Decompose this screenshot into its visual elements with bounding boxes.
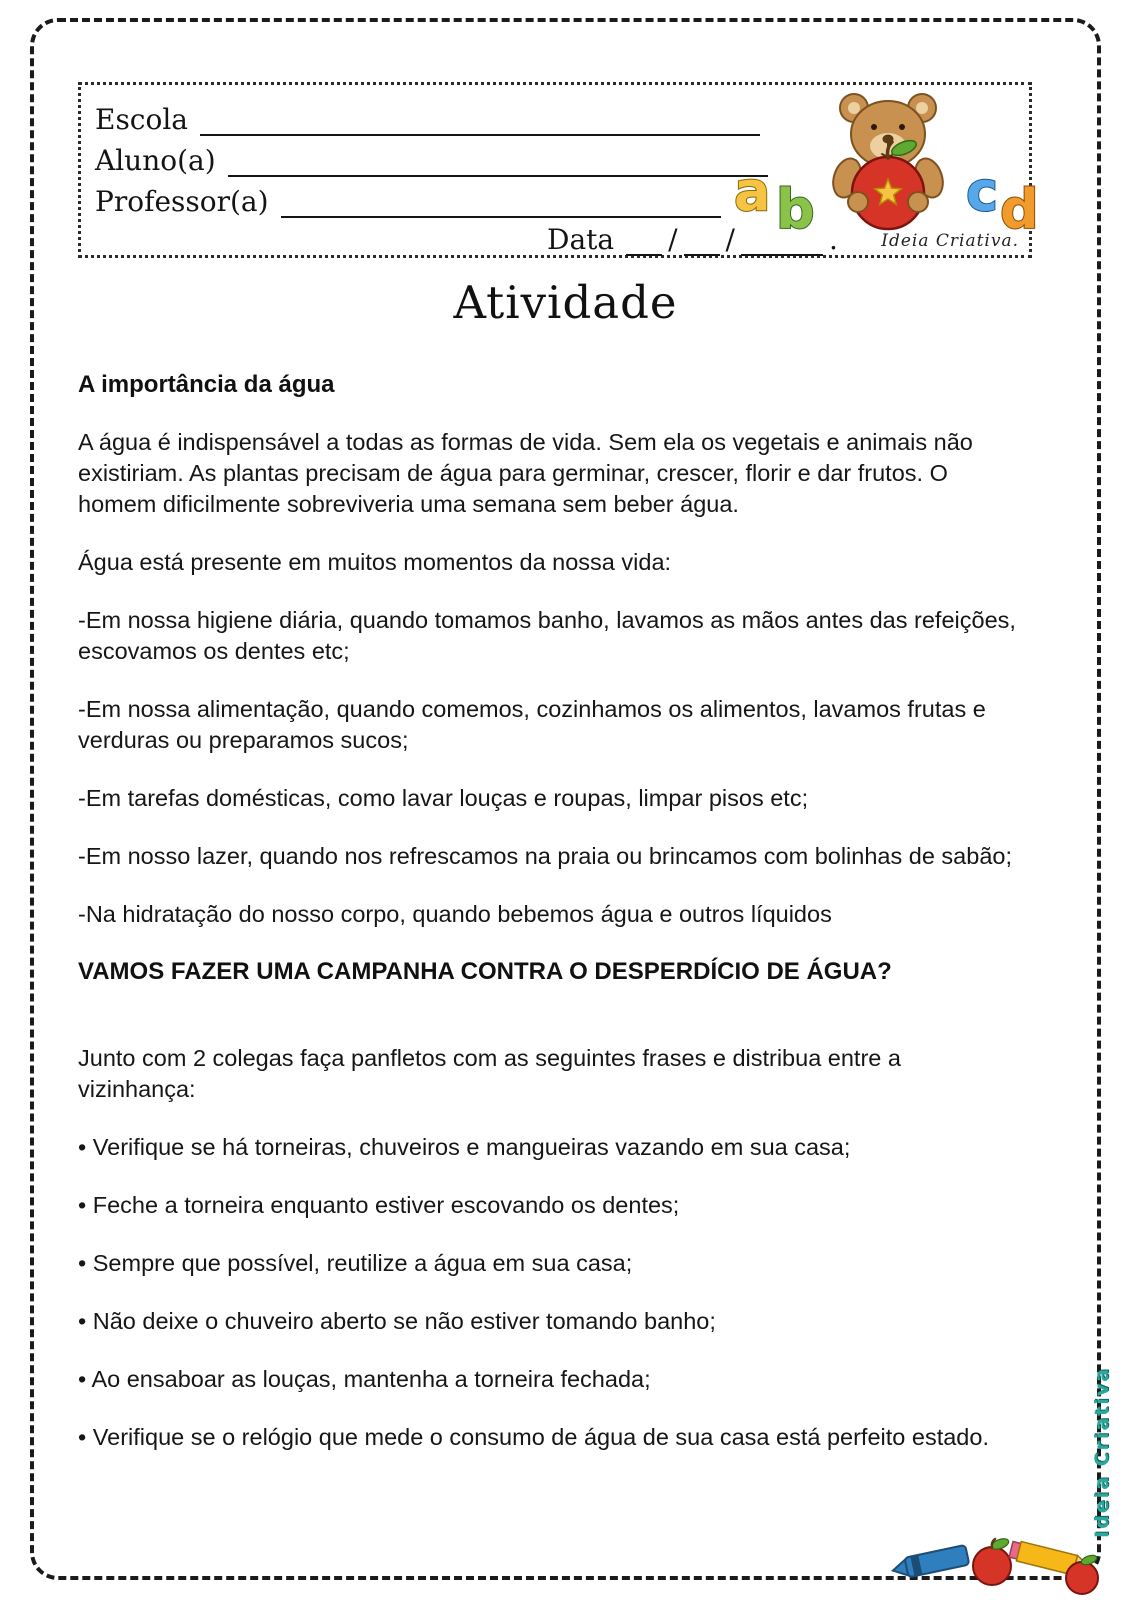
campaign-heading: VAMOS FAZER UMA CAMPANHA CONTRA O DESPERDÍCIO DE ÁGUA? <box>78 958 892 985</box>
professor-label: Professor(a) <box>95 185 269 218</box>
campaign-intro: Junto com 2 colegas faça panfletos com as seguintes frases e distribua entre a vizinhança: <box>78 1045 901 1102</box>
data-month-blank <box>684 226 720 256</box>
crayon-apples-pencil-clipart-icon <box>888 1518 1103 1596</box>
bullet-item-4: • Não deixe o chuveiro aberto se não estiver tomando banho; <box>78 1308 716 1334</box>
crayon-icon <box>891 1545 969 1580</box>
bear-paw-icon <box>908 192 928 212</box>
letter-c-icon: c <box>966 160 999 223</box>
letter-b-icon: b <box>776 178 815 240</box>
letter-d-icon: d <box>1000 178 1039 240</box>
paragraph-6: -Em nosso lazer, quando nos refrescamos na praia ou brincamos com bolinhas de sabão; <box>78 843 1012 869</box>
bullet-item-5: • Ao ensaboar as louças, mantenha a torneira fechada; <box>78 1366 651 1392</box>
bear-paw-icon <box>848 192 868 212</box>
escola-blank-line <box>200 106 760 136</box>
worksheet-body <box>78 370 1018 1480</box>
apple-icon <box>973 1537 1011 1585</box>
professor-blank-line <box>281 188 721 218</box>
bullet-item-6: • Verifique se o relógio que mede o consumo de água de sua casa está perfeito estado. <box>78 1424 989 1450</box>
section-heading-importancia: A importância da água <box>78 371 335 398</box>
brand-signature: Ideia Criativa. <box>881 231 1019 251</box>
letter-a-icon: a <box>734 160 771 223</box>
data-day-blank <box>626 226 662 256</box>
paragraph-3: -Em nossa higiene diária, quando tomamos banho, lavamos as mãos antes das refeições, escovamos os dentes etc; <box>78 607 1016 664</box>
paragraph-1: A água é indispensável a todas as formas de vida. Sem ela os vegetais e animais não existiriam. As plantas precisam de água para germinar, crescer, florir e dar frutos. O homem dificilmente sobreviveria uma semana sem beber água. <box>78 429 973 517</box>
escola-label: Escola <box>95 103 188 136</box>
teddy-bear-apple-clipart-icon <box>728 78 1040 240</box>
date-period: . <box>828 223 838 256</box>
paragraph-4: -Em nossa alimentação, quando comemos, cozinhamos os alimentos, lavamos frutas e verduras ou preparamos sucos; <box>78 696 986 753</box>
page-title: Atividade <box>453 276 678 329</box>
bullet-item-1: • Verifique se há torneiras, chuveiros e mangueiras vazando em sua casa; <box>78 1134 851 1160</box>
date-separator: / <box>725 223 735 256</box>
bullet-item-3: • Sempre que possível, reutilize a água em sua casa; <box>78 1250 633 1276</box>
bullet-item-2: • Feche a torneira enquanto estiver escovando os dentes; <box>78 1192 680 1218</box>
brand-vertical-text: Ideia Criativa <box>1091 1367 1113 1538</box>
paragraph-7: -Na hidratação do nosso corpo, quando bebemos água e outros líquidos <box>78 901 832 927</box>
date-separator: / <box>668 223 678 256</box>
paragraph-2: Água está presente em muitos momentos da nossa vida: <box>78 549 672 575</box>
aluno-blank-line <box>228 147 768 177</box>
paragraph-5: -Em tarefas domésticas, como lavar louças e roupas, limpar pisos etc; <box>78 785 809 811</box>
data-label: Data <box>547 223 615 256</box>
aluno-label: Aluno(a) <box>95 144 216 177</box>
